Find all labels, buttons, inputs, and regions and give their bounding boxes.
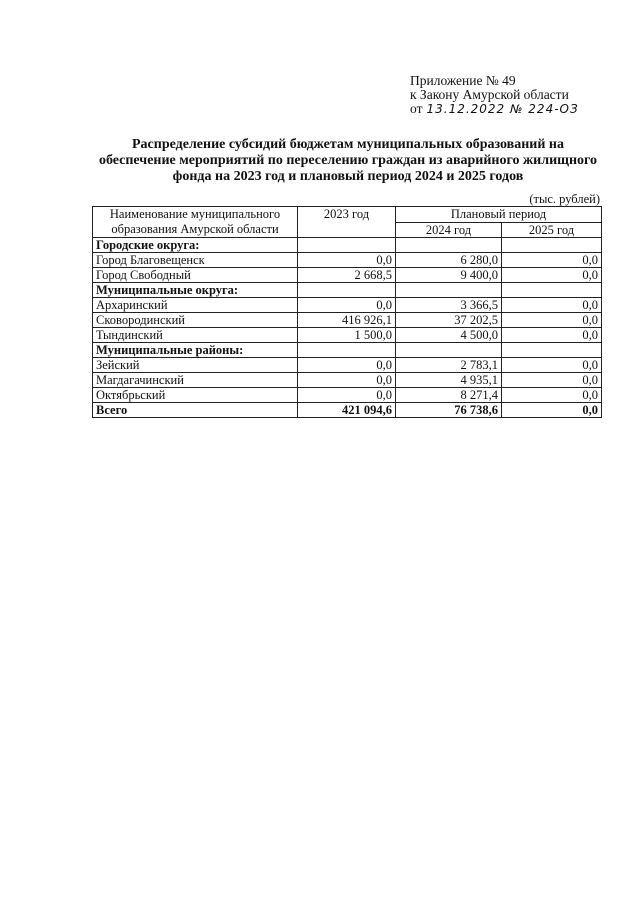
amount-2024: 4 935,1 xyxy=(396,373,502,388)
amount-2024: 2 783,1 xyxy=(396,358,502,373)
amount-2023: 416 926,1 xyxy=(298,313,396,328)
amount-2023: 2 668,5 xyxy=(298,268,396,283)
amount-2023: 0,0 xyxy=(298,388,396,403)
amount-2024: 8 271,4 xyxy=(396,388,502,403)
amount-2023: 0,0 xyxy=(298,358,396,373)
column-header-2023: 2023 год xyxy=(298,207,396,238)
table-row xyxy=(93,313,602,328)
table-header-row xyxy=(93,207,602,223)
amount-2025: 0,0 xyxy=(502,358,602,373)
column-header-name-line2: образования Амурской области xyxy=(111,222,279,236)
table-row xyxy=(93,388,602,403)
empty-cell xyxy=(502,238,602,253)
municipality-name: Октябрьский xyxy=(93,388,298,403)
municipality-name: Тындинский xyxy=(93,328,298,343)
table-row xyxy=(93,328,602,343)
column-header-plan-period: Плановый период xyxy=(396,207,602,223)
empty-cell xyxy=(396,238,502,253)
empty-cell xyxy=(298,283,396,298)
amount-2024: 9 400,0 xyxy=(396,268,502,283)
municipality-name: Зейский xyxy=(93,358,298,373)
column-header-2024: 2024 год xyxy=(396,222,502,238)
amount-2024: 6 280,0 xyxy=(396,253,502,268)
appendix-number: Приложение № 49 xyxy=(410,73,516,88)
table-section-row xyxy=(93,343,602,358)
table-body xyxy=(93,238,602,418)
amount-2025: 0,0 xyxy=(502,373,602,388)
empty-cell xyxy=(502,283,602,298)
amount-2024: 4 500,0 xyxy=(396,328,502,343)
amount-2025: 0,0 xyxy=(502,268,602,283)
table-row xyxy=(93,358,602,373)
section-label: Муниципальные округа: xyxy=(93,283,298,298)
municipality-name: Город Благовещенск xyxy=(93,253,298,268)
column-header-name xyxy=(93,207,298,238)
amount-2023: 0,0 xyxy=(298,373,396,388)
amount-2025: 0,0 xyxy=(502,388,602,403)
table-row xyxy=(93,268,602,283)
law-date-line xyxy=(410,102,579,116)
date-prefix: от xyxy=(410,101,423,116)
table-section-row xyxy=(93,283,602,298)
amount-2023: 0,0 xyxy=(298,298,396,313)
empty-cell xyxy=(502,343,602,358)
amount-2025: 0,0 xyxy=(502,253,602,268)
section-label: Городские округа: xyxy=(93,238,298,253)
table-section-row xyxy=(93,238,602,253)
amount-2025: 0,0 xyxy=(502,328,602,343)
table-total-row xyxy=(93,403,602,418)
municipality-name: Всего xyxy=(93,403,298,418)
amount-2025: 0,0 xyxy=(502,313,602,328)
law-reference: к Закону Амурской области xyxy=(410,87,569,102)
amount-2025: 0,0 xyxy=(502,298,602,313)
empty-cell xyxy=(396,343,502,358)
units-label: (тыс. рублей) xyxy=(529,192,600,206)
amount-2024: 3 366,5 xyxy=(396,298,502,313)
amount-2023: 1 500,0 xyxy=(298,328,396,343)
empty-cell xyxy=(396,283,502,298)
table-row xyxy=(93,373,602,388)
handwritten-date-number: 13.12.2022 № 224-ОЗ xyxy=(426,102,579,116)
empty-cell xyxy=(298,238,396,253)
appendix-header xyxy=(410,74,579,116)
table-row xyxy=(93,253,602,268)
amount-2024: 76 738,6 xyxy=(396,403,502,418)
municipality-name: Архаринский xyxy=(93,298,298,313)
column-header-2025: 2025 год xyxy=(502,222,602,238)
subsidy-table xyxy=(92,206,602,418)
municipality-name: Город Свободный xyxy=(93,268,298,283)
municipality-name: Магдагачинский xyxy=(93,373,298,388)
amount-2024: 37 202,5 xyxy=(396,313,502,328)
amount-2025: 0,0 xyxy=(502,403,602,418)
empty-cell xyxy=(298,343,396,358)
municipality-name: Сковородинский xyxy=(93,313,298,328)
amount-2023: 421 094,6 xyxy=(298,403,396,418)
amount-2023: 0,0 xyxy=(298,253,396,268)
document-title: Распределение субсидий бюджетам муниципальных образований на обеспечение мероприятий по переселению граждан из аварийного жилищного фонда на 2023 год и плановый период 2024 и 2025 годов xyxy=(98,137,598,184)
section-label: Муниципальные районы: xyxy=(93,343,298,358)
table-row xyxy=(93,298,602,313)
column-header-name-line1: Наименование муниципального xyxy=(109,207,281,221)
